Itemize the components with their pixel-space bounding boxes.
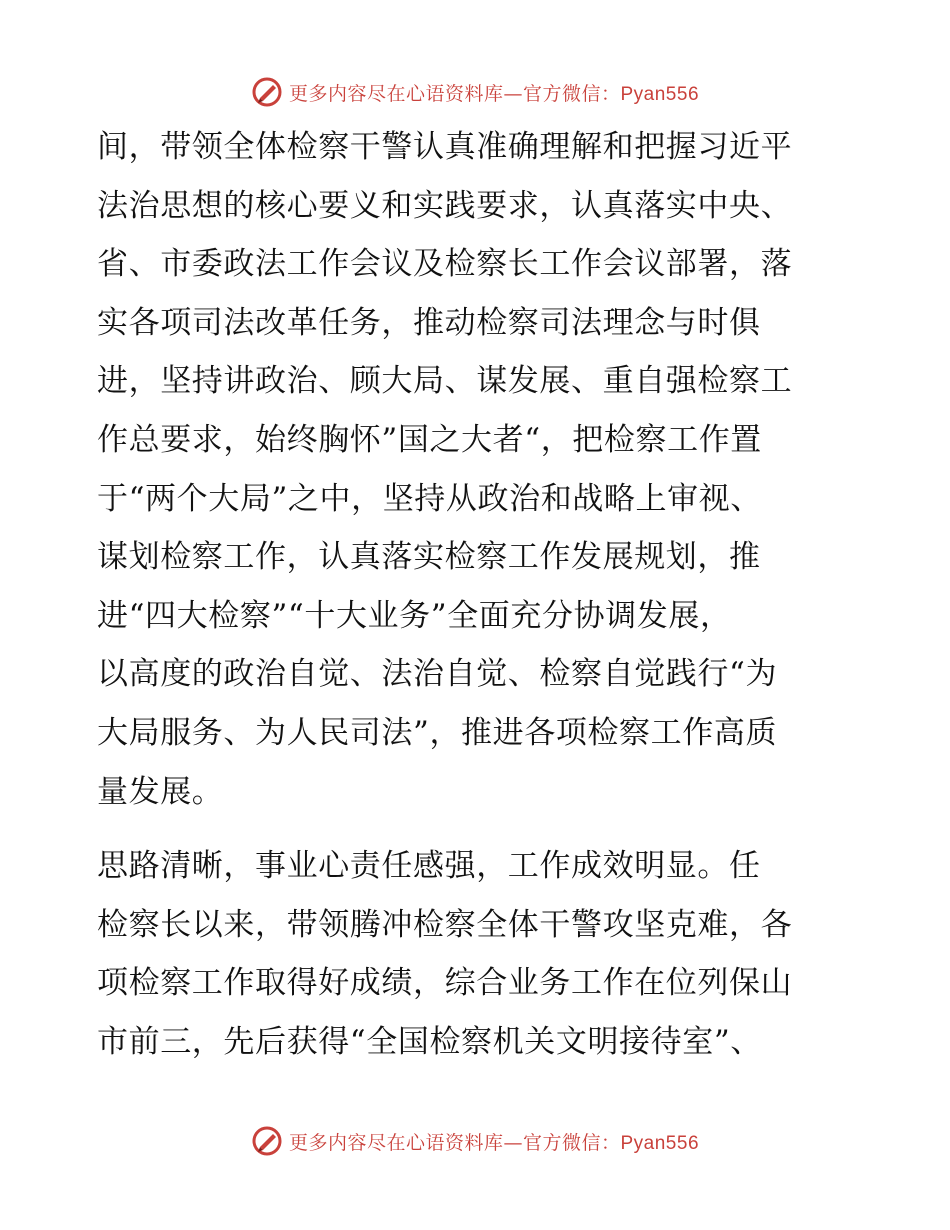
- document-body: [97, 118, 857, 1072]
- text-line: 大局服务、为人民司法”，推进各项检察工作高质: [97, 714, 778, 751]
- paragraph-spacer: [97, 821, 857, 837]
- watermark-text: 更多内容尽在心语资料库—官方微信：Pyan556: [288, 82, 700, 105]
- text-line: 省、市委政法工作会议及检察长工作会议部署，落: [97, 246, 793, 283]
- text-line: 法治思想的核心要义和实践要求，认真落实中央、: [97, 187, 793, 224]
- text-line: 进，坚持讲政治、顾大局、谋发展、重自强检察工: [97, 363, 793, 400]
- text-line: 间，带领全体检察干警认真准确理解和把握习近平: [97, 129, 793, 165]
- footer-watermark-banner: [0, 1121, 950, 1161]
- paragraph-2: [97, 837, 857, 1071]
- text-line: 项检察工作取得好成绩，综合业务工作在位列保山: [97, 965, 793, 1002]
- text-line: 思路清晰，事业心责任感强，工作成效明显。任: [97, 848, 761, 885]
- text-line: 量发展。: [97, 773, 224, 810]
- text-line: 于“两个大局”之中，坚持从政治和战略上审视、: [97, 480, 762, 517]
- pen-circle-logo-icon: [251, 76, 283, 108]
- text-line: 以高度的政治自觉、法治自觉、检察自觉践行“为: [97, 656, 778, 693]
- watermark-text: 更多内容尽在心语资料库—官方微信：Pyan556: [288, 1131, 700, 1154]
- text-line: 作总要求，始终胸怀”国之大者“，把检察工作置: [97, 421, 762, 458]
- text-line: 实各项司法改革任务，推动检察司法理念与时俱: [97, 304, 761, 341]
- header-watermark-banner: [0, 72, 950, 112]
- text-line: 谋划检察工作，认真落实检察工作发展规划，推: [97, 539, 761, 576]
- pen-circle-logo-icon: [251, 1125, 283, 1157]
- paragraph-1: [97, 118, 857, 821]
- text-line: 检察长以来，带领腾冲检察全体干警攻坚克难，各: [97, 906, 793, 943]
- text-line: 进“四大检察”“十大业务”全面充分协调发展，: [97, 597, 732, 634]
- text-line: 市前三，先后获得“全国检察机关文明接待室”、: [97, 1023, 762, 1060]
